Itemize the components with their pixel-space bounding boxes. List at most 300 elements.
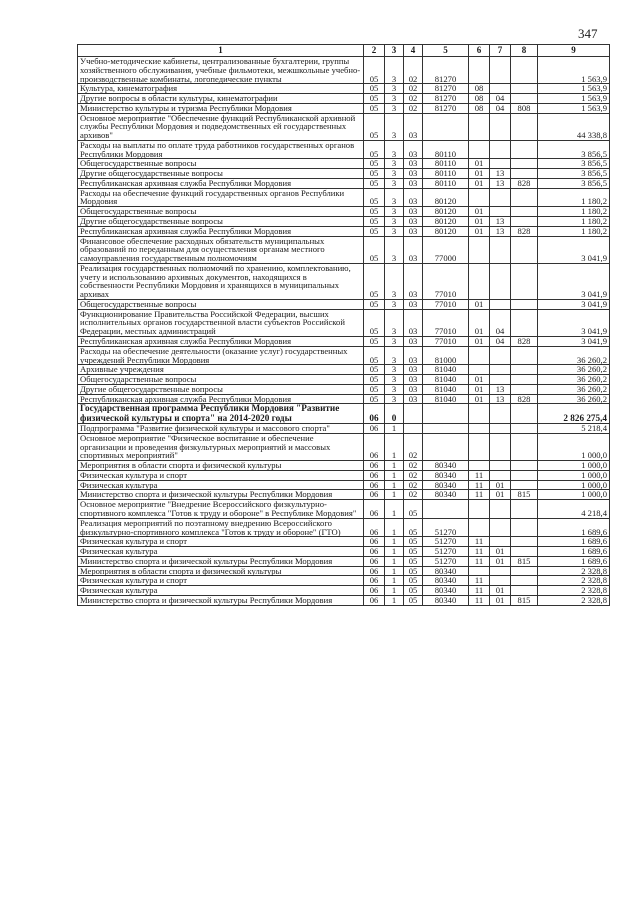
code-program: 05 xyxy=(364,336,385,346)
amount: 3 041,9 xyxy=(538,236,610,263)
amount: 1 563,9 xyxy=(538,57,610,84)
code-section xyxy=(469,500,490,519)
item-name: Мероприятия в области спорта и физической культуры xyxy=(78,566,364,576)
code-program: 05 xyxy=(364,140,385,159)
amount: 3 041,9 xyxy=(538,309,610,336)
code-direction: 81040 xyxy=(423,365,469,375)
code-section: 11 xyxy=(469,576,490,586)
amount: 2 328,8 xyxy=(538,595,610,605)
code-subprogram: 3 xyxy=(385,217,404,227)
amount: 1 563,9 xyxy=(538,84,610,94)
code-section: 01 xyxy=(469,309,490,336)
code-subprogram: 3 xyxy=(385,336,404,346)
code-ministry: 828 xyxy=(511,336,538,346)
code-direction: 80340 xyxy=(423,470,469,480)
code-direction: 80340 xyxy=(423,480,469,490)
table-row xyxy=(78,556,610,566)
item-name: Министерство спорта и физической культуры Республики Мордовия xyxy=(78,556,364,566)
amount: 2 328,8 xyxy=(538,576,610,586)
code-section: 01 xyxy=(469,375,490,385)
code-subprogram: 1 xyxy=(385,518,404,537)
table-row xyxy=(78,178,610,188)
code-subprogram: 1 xyxy=(385,470,404,480)
code-ministry xyxy=(511,537,538,547)
item-name: Республиканская архивная служба Республики Мордовия xyxy=(78,394,364,404)
code-direction: 77010 xyxy=(423,263,469,299)
table-row xyxy=(78,433,610,460)
code-subprogram: 3 xyxy=(385,346,404,365)
item-name: Физическая культура xyxy=(78,586,364,596)
amount: 36 260,2 xyxy=(538,384,610,394)
code-section xyxy=(469,236,490,263)
code-activity: 05 xyxy=(404,595,423,605)
item-name: Реализация государственных полномочий по хранению, комплектованию, учету и использованию архивных документов, находящихся в собственности Республики Мордовия и хранящихся в муниципальных архивах xyxy=(78,263,364,299)
code-section xyxy=(469,140,490,159)
code-direction: 77010 xyxy=(423,299,469,309)
code-subsection xyxy=(490,404,511,424)
code-subsection: 04 xyxy=(490,94,511,104)
table-row xyxy=(78,547,610,557)
table-row xyxy=(78,518,610,537)
code-section: 01 xyxy=(469,384,490,394)
code-section: 01 xyxy=(469,169,490,179)
header-cell: 8 xyxy=(511,45,538,57)
code-subprogram: 3 xyxy=(385,384,404,394)
item-name: Физическая культура xyxy=(78,547,364,557)
code-direction: 81040 xyxy=(423,375,469,385)
code-subsection: 13 xyxy=(490,394,511,404)
code-ministry xyxy=(511,404,538,424)
code-program: 05 xyxy=(364,57,385,84)
item-name: Общегосударственные вопросы xyxy=(78,159,364,169)
code-section xyxy=(469,346,490,365)
code-subprogram: 3 xyxy=(385,394,404,404)
code-subsection xyxy=(490,57,511,84)
budget-table xyxy=(77,44,610,606)
code-activity: 03 xyxy=(404,394,423,404)
code-subsection: 01 xyxy=(490,556,511,566)
code-subsection: 04 xyxy=(490,336,511,346)
code-ministry xyxy=(511,217,538,227)
code-direction: 80110 xyxy=(423,178,469,188)
code-subsection xyxy=(490,518,511,537)
item-name: Подпрограмма "Развитие физической культуры и массового спорта" xyxy=(78,424,364,434)
amount: 36 260,2 xyxy=(538,375,610,385)
item-name: Расходы на обеспечение деятельности (оказание услуг) государственных учреждений Республики Мордовия xyxy=(78,346,364,365)
code-subprogram: 3 xyxy=(385,309,404,336)
code-section: 11 xyxy=(469,490,490,500)
code-subsection: 04 xyxy=(490,309,511,336)
code-activity: 05 xyxy=(404,566,423,576)
code-section: 11 xyxy=(469,537,490,547)
amount: 3 856,5 xyxy=(538,140,610,159)
table-row xyxy=(78,94,610,104)
code-direction: 80120 xyxy=(423,217,469,227)
header-cell: 6 xyxy=(469,45,490,57)
code-program: 05 xyxy=(364,346,385,365)
code-direction: 51270 xyxy=(423,556,469,566)
code-subprogram: 1 xyxy=(385,500,404,519)
code-subprogram: 3 xyxy=(385,113,404,140)
table-row xyxy=(78,576,610,586)
code-section xyxy=(469,188,490,207)
code-subsection: 13 xyxy=(490,169,511,179)
code-subprogram: 3 xyxy=(385,178,404,188)
code-program: 05 xyxy=(364,84,385,94)
code-program: 06 xyxy=(364,404,385,424)
code-activity: 03 xyxy=(404,375,423,385)
code-activity: 05 xyxy=(404,547,423,557)
code-ministry xyxy=(511,566,538,576)
code-subprogram: 3 xyxy=(385,169,404,179)
code-program: 05 xyxy=(364,226,385,236)
code-activity: 03 xyxy=(404,384,423,394)
code-subsection: 01 xyxy=(490,586,511,596)
code-section: 11 xyxy=(469,586,490,596)
code-direction xyxy=(423,433,469,460)
table-header-row xyxy=(78,45,610,57)
code-activity: 02 xyxy=(404,94,423,104)
item-name: Основное мероприятие "Физическое воспитание и обеспечение организации и проведения физкультурных мероприятий и массовых спортивных мероприятий" xyxy=(78,433,364,460)
code-subsection xyxy=(490,140,511,159)
code-ministry xyxy=(511,113,538,140)
table-row xyxy=(78,140,610,159)
code-section xyxy=(469,433,490,460)
page-number: 347 xyxy=(578,26,598,41)
code-direction: 80110 xyxy=(423,140,469,159)
table-row xyxy=(78,537,610,547)
code-subprogram: 3 xyxy=(385,375,404,385)
amount: 1 689,6 xyxy=(538,518,610,537)
code-subprogram: 3 xyxy=(385,263,404,299)
code-direction xyxy=(423,404,469,424)
code-activity: 03 xyxy=(404,299,423,309)
code-subprogram: 1 xyxy=(385,595,404,605)
code-direction xyxy=(423,500,469,519)
code-ministry: 815 xyxy=(511,556,538,566)
table-row xyxy=(78,461,610,471)
code-section: 01 xyxy=(469,207,490,217)
amount: 1 180,2 xyxy=(538,217,610,227)
code-activity: 03 xyxy=(404,169,423,179)
code-subsection xyxy=(490,299,511,309)
code-ministry xyxy=(511,84,538,94)
code-direction: 80340 xyxy=(423,595,469,605)
item-name: Физическая культура и спорт xyxy=(78,576,364,586)
table-row xyxy=(78,470,610,480)
code-section xyxy=(469,461,490,471)
code-subsection xyxy=(490,566,511,576)
code-ministry xyxy=(511,140,538,159)
code-direction: 80110 xyxy=(423,159,469,169)
code-section xyxy=(469,424,490,434)
item-name: Министерство спорта и физической культуры Республики Мордовия xyxy=(78,595,364,605)
item-name: Другие общегосударственные вопросы xyxy=(78,384,364,394)
item-name: Общегосударственные вопросы xyxy=(78,375,364,385)
code-ministry xyxy=(511,263,538,299)
code-subprogram: 1 xyxy=(385,537,404,547)
code-subsection xyxy=(490,263,511,299)
item-name: Министерство культуры и туризма Республики Мордовия xyxy=(78,103,364,113)
item-name: Республиканская архивная служба Республики Мордовия xyxy=(78,336,364,346)
code-program: 06 xyxy=(364,433,385,460)
code-program: 05 xyxy=(364,217,385,227)
code-activity: 03 xyxy=(404,263,423,299)
code-activity: 03 xyxy=(404,336,423,346)
code-activity: 03 xyxy=(404,309,423,336)
amount: 3 041,9 xyxy=(538,299,610,309)
code-subprogram: 1 xyxy=(385,547,404,557)
code-activity: 03 xyxy=(404,159,423,169)
code-ministry: 828 xyxy=(511,178,538,188)
code-activity: 02 xyxy=(404,461,423,471)
code-program: 05 xyxy=(364,375,385,385)
code-ministry xyxy=(511,547,538,557)
code-direction: 81270 xyxy=(423,94,469,104)
code-subsection xyxy=(490,236,511,263)
item-name: Республиканская архивная служба Республики Мордовия xyxy=(78,226,364,236)
code-subsection: 13 xyxy=(490,178,511,188)
code-program: 05 xyxy=(364,207,385,217)
code-program: 06 xyxy=(364,547,385,557)
code-activity: 02 xyxy=(404,57,423,84)
code-activity: 03 xyxy=(404,140,423,159)
code-activity: 03 xyxy=(404,365,423,375)
code-subsection: 13 xyxy=(490,217,511,227)
code-program: 05 xyxy=(364,103,385,113)
code-subprogram: 1 xyxy=(385,586,404,596)
amount: 1 000,0 xyxy=(538,480,610,490)
code-ministry xyxy=(511,188,538,207)
code-ministry xyxy=(511,236,538,263)
amount: 2 826 275,4 xyxy=(538,404,610,424)
amount: 44 338,8 xyxy=(538,113,610,140)
code-ministry: 808 xyxy=(511,103,538,113)
code-direction: 80340 xyxy=(423,586,469,596)
item-name: Культура, кинематография xyxy=(78,84,364,94)
header-cell: 9 xyxy=(538,45,610,57)
code-program: 05 xyxy=(364,169,385,179)
code-section: 01 xyxy=(469,299,490,309)
code-program: 05 xyxy=(364,384,385,394)
code-activity: 05 xyxy=(404,556,423,566)
item-name: Расходы на выплаты по оплате труда работников государственных органов Республики Мордовия xyxy=(78,140,364,159)
code-direction: 80340 xyxy=(423,576,469,586)
amount: 5 218,4 xyxy=(538,424,610,434)
code-ministry: 828 xyxy=(511,226,538,236)
amount: 1 563,9 xyxy=(538,103,610,113)
amount: 3 856,5 xyxy=(538,169,610,179)
code-ministry xyxy=(511,424,538,434)
code-activity: 02 xyxy=(404,433,423,460)
code-program: 06 xyxy=(364,595,385,605)
code-direction: 80110 xyxy=(423,169,469,179)
code-activity: 03 xyxy=(404,236,423,263)
code-subsection: 13 xyxy=(490,226,511,236)
code-activity: 02 xyxy=(404,480,423,490)
table-row xyxy=(78,217,610,227)
table-row xyxy=(78,236,610,263)
code-activity: 05 xyxy=(404,586,423,596)
code-program: 05 xyxy=(364,299,385,309)
amount: 3 041,9 xyxy=(538,263,610,299)
code-activity: 05 xyxy=(404,500,423,519)
code-section: 11 xyxy=(469,595,490,605)
header-cell: 4 xyxy=(404,45,423,57)
code-section: 01 xyxy=(469,159,490,169)
code-ministry xyxy=(511,309,538,336)
item-name: Финансовое обеспечение расходных обязательств муниципальных образований по переданным для осуществления органам местного самоуправления государственным полномочиям xyxy=(78,236,364,263)
code-direction: 51270 xyxy=(423,537,469,547)
amount: 1 689,6 xyxy=(538,537,610,547)
code-activity: 03 xyxy=(404,217,423,227)
code-subprogram: 1 xyxy=(385,433,404,460)
code-program: 05 xyxy=(364,113,385,140)
code-program: 06 xyxy=(364,461,385,471)
code-program: 06 xyxy=(364,518,385,537)
code-ministry xyxy=(511,576,538,586)
item-name: Реализация мероприятий по поэтапному внедрению Всероссийского физкультурно-спортивного комплекса "Готов к труду и обороне" (ГТО) xyxy=(78,518,364,537)
header-cell: 3 xyxy=(385,45,404,57)
code-subsection xyxy=(490,113,511,140)
item-name: Министерство спорта и физической культуры Республики Мордовия xyxy=(78,490,364,500)
table-row xyxy=(78,595,610,605)
code-ministry xyxy=(511,159,538,169)
amount: 2 328,8 xyxy=(538,586,610,596)
item-name: Функционирование Правительства Российской Федерации, высших исполнительных органов государственной власти субъектов Российской Федерации, местных администраций xyxy=(78,309,364,336)
code-subprogram: 3 xyxy=(385,299,404,309)
table-row xyxy=(78,226,610,236)
item-name: Физическая культура и спорт xyxy=(78,537,364,547)
code-activity: 03 xyxy=(404,178,423,188)
code-subprogram: 3 xyxy=(385,94,404,104)
code-program: 06 xyxy=(364,480,385,490)
code-subsection: 04 xyxy=(490,103,511,113)
code-direction: 80340 xyxy=(423,461,469,471)
code-section xyxy=(469,404,490,424)
code-subprogram: 1 xyxy=(385,566,404,576)
code-subsection xyxy=(490,424,511,434)
item-name: Общегосударственные вопросы xyxy=(78,207,364,217)
code-program: 05 xyxy=(364,178,385,188)
code-program: 06 xyxy=(364,500,385,519)
code-ministry xyxy=(511,94,538,104)
amount: 3 856,5 xyxy=(538,178,610,188)
code-direction: 81000 xyxy=(423,346,469,365)
code-direction: 77010 xyxy=(423,336,469,346)
amount: 1 000,0 xyxy=(538,433,610,460)
code-direction: 81040 xyxy=(423,394,469,404)
code-section: 01 xyxy=(469,178,490,188)
code-ministry xyxy=(511,169,538,179)
code-ministry xyxy=(511,365,538,375)
table-row xyxy=(78,169,610,179)
code-subprogram: 3 xyxy=(385,207,404,217)
item-name: Архивные учреждения xyxy=(78,365,364,375)
code-section xyxy=(469,113,490,140)
code-activity: 02 xyxy=(404,470,423,480)
code-ministry xyxy=(511,470,538,480)
table-row xyxy=(78,57,610,84)
item-name: Физическая культура xyxy=(78,480,364,490)
code-subprogram: 3 xyxy=(385,188,404,207)
code-activity: 02 xyxy=(404,490,423,500)
amount: 1 180,2 xyxy=(538,207,610,217)
code-section: 08 xyxy=(469,103,490,113)
item-name: Республиканская архивная служба Республики Мордовия xyxy=(78,178,364,188)
code-section: 08 xyxy=(469,84,490,94)
table-row xyxy=(78,404,610,424)
code-program: 06 xyxy=(364,470,385,480)
code-program: 05 xyxy=(364,365,385,375)
code-subprogram: 1 xyxy=(385,424,404,434)
table-row xyxy=(78,586,610,596)
code-activity xyxy=(404,424,423,434)
code-ministry xyxy=(511,57,538,84)
code-section: 01 xyxy=(469,394,490,404)
code-subprogram: 3 xyxy=(385,365,404,375)
amount: 36 260,2 xyxy=(538,365,610,375)
item-name: Основное мероприятие "Внедрение Всероссийского физкультурно-спортивного комплекса "Готов к труду и обороне" в Республике Мордовия" xyxy=(78,500,364,519)
code-activity: 02 xyxy=(404,84,423,94)
item-name: Другие общегосударственные вопросы xyxy=(78,169,364,179)
header-cell: 7 xyxy=(490,45,511,57)
code-ministry: 815 xyxy=(511,595,538,605)
code-subprogram: 1 xyxy=(385,490,404,500)
amount: 4 218,4 xyxy=(538,500,610,519)
code-ministry: 828 xyxy=(511,394,538,404)
code-program: 06 xyxy=(364,490,385,500)
code-subsection xyxy=(490,500,511,519)
code-program: 05 xyxy=(364,263,385,299)
code-program: 05 xyxy=(364,309,385,336)
table-row xyxy=(78,384,610,394)
code-subprogram: 3 xyxy=(385,140,404,159)
code-direction: 80340 xyxy=(423,566,469,576)
code-ministry xyxy=(511,207,538,217)
code-section: 01 xyxy=(469,226,490,236)
code-ministry xyxy=(511,299,538,309)
item-name: Физическая культура и спорт xyxy=(78,470,364,480)
amount: 1 000,0 xyxy=(538,461,610,471)
code-ministry xyxy=(511,433,538,460)
amount: 1 689,6 xyxy=(538,547,610,557)
code-subsection xyxy=(490,188,511,207)
table-row xyxy=(78,424,610,434)
code-subprogram: 0 xyxy=(385,404,404,424)
code-section: 11 xyxy=(469,547,490,557)
code-activity: 03 xyxy=(404,207,423,217)
code-program: 05 xyxy=(364,394,385,404)
code-activity: 03 xyxy=(404,346,423,365)
code-activity: 03 xyxy=(404,226,423,236)
code-section: 11 xyxy=(469,470,490,480)
code-program: 05 xyxy=(364,159,385,169)
code-ministry xyxy=(511,586,538,596)
code-subsection xyxy=(490,461,511,471)
table-row xyxy=(78,299,610,309)
code-ministry: 815 xyxy=(511,490,538,500)
code-program: 05 xyxy=(364,94,385,104)
header-cell: 2 xyxy=(364,45,385,57)
code-direction: 80120 xyxy=(423,226,469,236)
table-row xyxy=(78,309,610,336)
table-body xyxy=(78,57,610,606)
header-cell: 5 xyxy=(423,45,469,57)
code-subprogram: 1 xyxy=(385,556,404,566)
code-ministry xyxy=(511,375,538,385)
code-activity: 03 xyxy=(404,113,423,140)
